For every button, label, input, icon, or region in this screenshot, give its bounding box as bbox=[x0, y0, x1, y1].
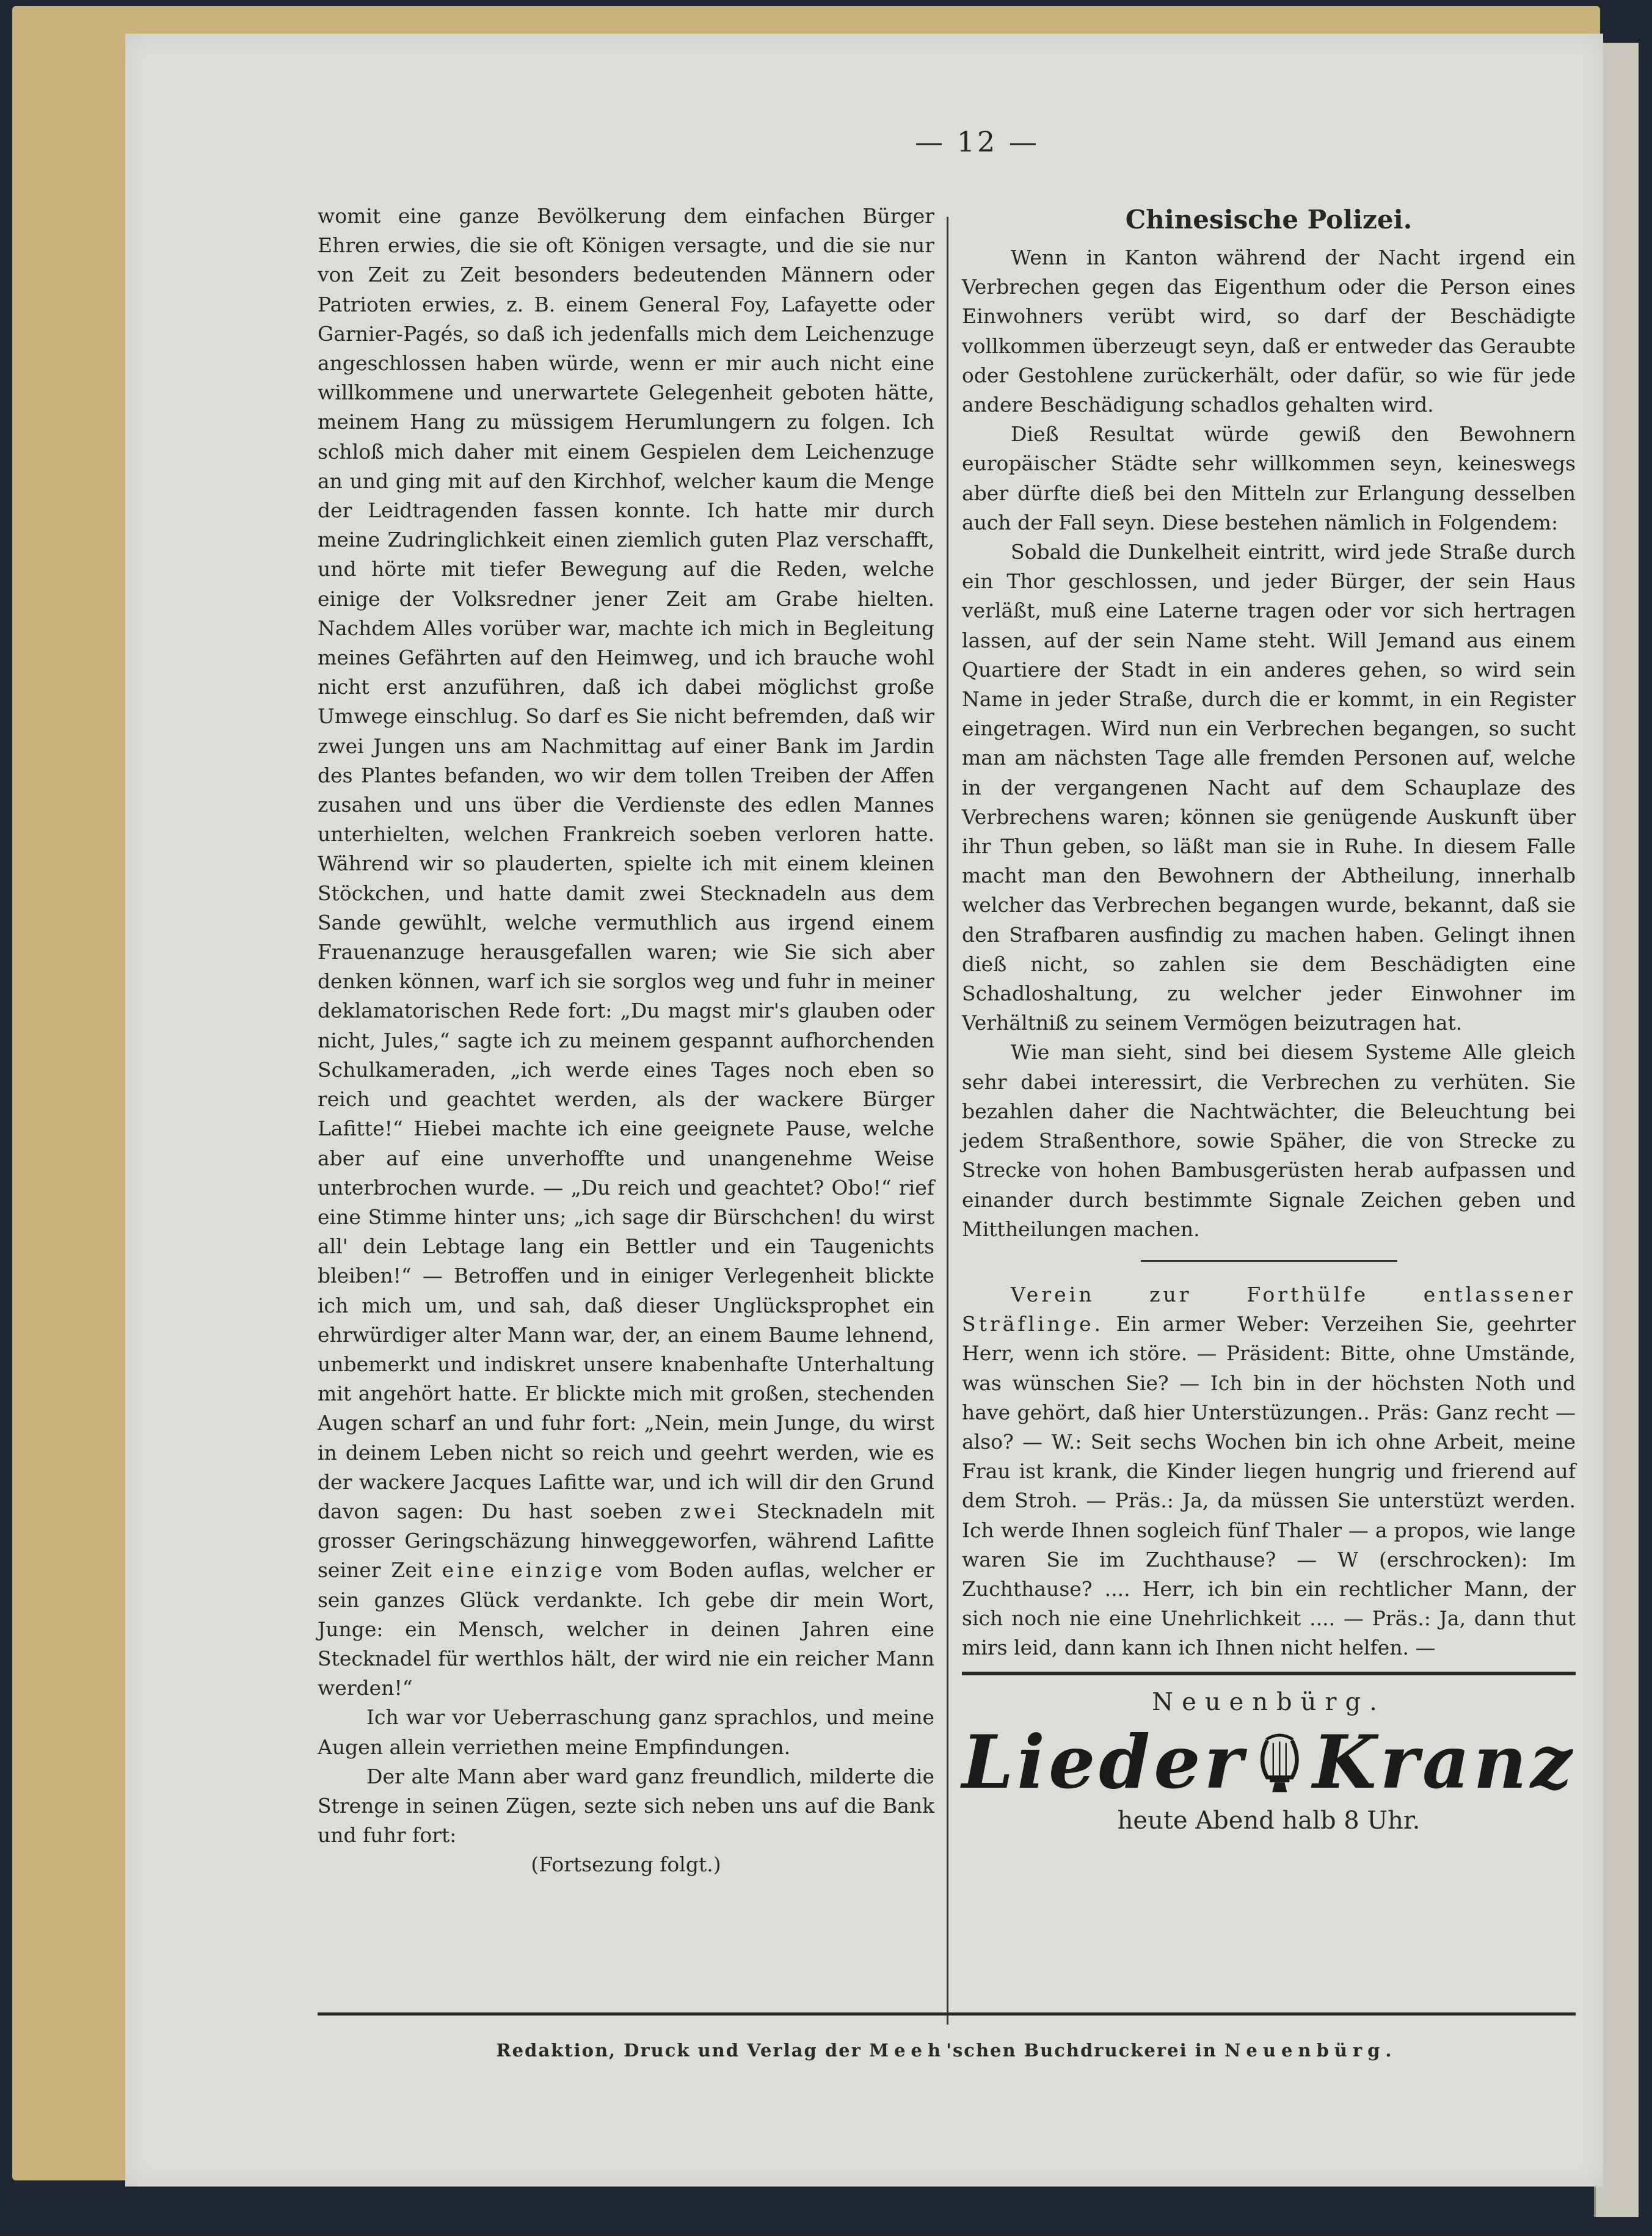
left-column bbox=[318, 202, 934, 1880]
continuation-note: (Fortsezung folgt.) bbox=[531, 1852, 721, 1877]
newspaper-page bbox=[125, 34, 1603, 2187]
left-paragraph-3: Der alte Mann aber ward ganz freundlich, milderte die Strenge in seinen Zügen, sezte sich neben uns auf die Bank und fuhr fort: bbox=[318, 1764, 934, 1848]
right-paragraph-3: Sobald die Dunkelheit eintritt, wird jede Straße durch ein Thor geschlossen, und jeder Bürger, der sein Haus verläßt, muß eine Laterne tragen oder vor sich hertragen lassen, auf der sein Name steht. Will Jemand aus einem Quartiere der Stadt in ein anderes gehen, so wird sein Name in jeder Straße, durch die er kommt, in ein Register eingetragen. Wird nun ein Verbrechen begangen, so sucht man am nächsten Tage alle fremden Personen auf, welche in der vergangenen Nacht auf dem Schauplaze des Verbrechens waren; können sie genügende Auskunft über ihr Thun geben, so läßt man sie in Ruhe. In diesem Falle macht man den Bewohnern der Abtheilung, innerhalb welcher das Verbrechen begangen wurde, bekannt, daß sie den Strafbaren ausfindig zu machen haben. Gelingt ihnen dieß nicht, so zahlen sie dem Beschädigten eine Schadloshaltung, zu welcher jeder Einwohner im Verhältniß zu seinem Vermögen beizutragen hat. bbox=[962, 540, 1576, 1035]
ad-place: Neuenbürg. bbox=[1152, 1688, 1386, 1716]
emphasis-spaced: zwei bbox=[680, 1499, 739, 1523]
right-paragraph-4: Wie man sieht, sind bei diesem Systeme Alle gleich sehr dabei interessirt, die Verbrechen zu verhüten. Sie bezahlen daher die Nachtwächter, die Beleuchtung bei jedem Straßenthore, sowie Späher, die von Strecke zu Strecke von hohen Bambusgerüsten herab aufpassen und einander durch bestimmte Signale Zeichen geben und Mittheilungen machen. bbox=[962, 1040, 1576, 1241]
right-column bbox=[962, 202, 1576, 1835]
emphasis-spaced: eine einzige bbox=[442, 1558, 606, 1582]
ad-time: heute Abend halb 8 Uhr. bbox=[1117, 1806, 1421, 1835]
imprint: Redaktion, Druck und Verlag der Meeh'schen Buchdruckerei in Neuenbürg. bbox=[496, 2040, 1397, 2061]
lyre-icon bbox=[1253, 1723, 1307, 1802]
ad-title-right: Kranz bbox=[1312, 1719, 1576, 1805]
left-paragraph-1: womit eine ganze Bevölkerung dem einfachen Bürger Ehren erwies, die sie oft Königen versagte, und die sie nur von Zeit zu Zeit besonders bedeutenden Männern oder Patrioten erwies, z. B. einem General Foy, Lafayette oder Garnier-Pagés, so daß ich jedenfalls mich dem Leichenzuge angeschlossen haben würde, wenn er mir auch nicht eine willkommene und unerwartete Gelegenheit geboten hätte, meinem Hang zu müssigem Herumlungern zu folgen. Ich schloß mich daher mit einem Gespielen dem Leichenzuge an und ging mit auf den Kirchhof, welcher kaum die Menge der Leidtragenden fassen konnte. Ich hatte mir durch meine Zudringlichkeit einen ziemlich guten Plaz verschafft, und hörte mit tiefer Bewegung auf die Reden, welche einige der Volksredner jener Zeit am Grabe hielten. Nachdem Alles vorüber war, machte ich mich in Begleitung meines Gefährten auf den Heimweg, und ich brauche wohl nicht erst anzuführen, daß ich dabei möglichst große Umwege einschlug. So darf es Sie nicht befremden, daß wir zwei Jungen uns am Nachmittag auf einer Bank im Jardin des Plantes befanden, wo wir dem tollen Treiben der Affen zusahen und uns über die Verdienste des edlen Mannes unterhielten, welchen Frankreich soeben verloren hatte. Während wir so plauderten, spielte ich mit einem kleinen Stöckchen, und hatte damit zwei Stecknadeln aus dem Sande gewühlt, welche vermuthlich aus irgend einem Frauenanzuge herausgefallen waren; wie Sie sich aber denken können, warf ich sie sorglos weg und fuhr in meiner deklamatorischen Rede fort: „Du magst mir's glauben oder nicht, Jules,“ sagte ich zu meinem gespannt aufhorchenden Schulkameraden, „ich werde eines Tages noch eben so reich und geachtet werden, als der wackere Bürger Lafitte!“ Hiebei machte ich eine geeignete Pause, welche aber auf eine unverhoffte und unangenehme Weise unterbrochen wurde. — „Du reich und geachtet? Obo!“ rief eine Stimme hinter uns; „ich sage dir Bürschchen! du wirst all' dein Lebtage lang ein Bettler und ein Taugenichts bleiben!“ — Betroffen und in einiger Verlegenheit blickte ich mich um, und sah, daß dieser Unglücksprophet ein ehrwürdiger alter Mann war, der, an einem Baume lehnend, unbemerkt und indiskret unsere knabenhafte Unterhaltung mit angehört hatte. Er blickte mich mit großen, stechenden Augen scharf an und fuhr fort: „Nein, mein Junge, du wirst in deinem Leben nicht so reich und geehrt werden, wie es der wackere Jacques Lafitte war, und ich will dir den Grund davon sagen: Du hast soeben zwei Stecknadeln mit grosser Geringschäzung hinweggeworfen, während Lafitte seiner Zeit eine einzige vom Boden auflas, welcher er sein ganzes Glück verdankte. Ich gebe dir mein Wort, Junge: ein Mensch, welcher in deinen Jahren eine Stecknadel für werthlos hält, der wird nie ein reicher Mann werden!“ bbox=[318, 204, 935, 1700]
ad-title bbox=[962, 1719, 1576, 1805]
right-paragraph-2: Dieß Resultat würde gewiß den Bewohnern europäischer Städte sehr willkommen seyn, keineswegs aber dürfte dieß bei den Mitteln zur Erlangung desselben auch der Fall seyn. Diese bestehen nämlich in Folgendem: bbox=[962, 422, 1576, 534]
section-divider bbox=[1141, 1260, 1397, 1262]
column-divider bbox=[947, 217, 948, 2025]
ad-title-left: Lieder bbox=[962, 1719, 1246, 1805]
anecdote-paragraph: Verein zur Forthülfe entlassener Sträflinge. Ein armer Weber: Verzeihen Sie, geehrter Herr, wenn ich störe. — Präsident: Bitte, ohne Umstände, was wünschen Sie? — Ich bin in der höchsten Noth und have gehört, daß hier Unterstüzungen.. Präs: Ganz recht — also? — W.: Seit sechs Wochen bin ich ohne Arbeit, meine Frau ist krank, die Kinder liegen hungrig und frierend auf dem Stroh. — Präs.: Ja, da müssen Sie unterstüzt werden. Ich werde Ihnen sogleich fünf Thaler — a propos, wie lange waren Sie im Zuchthause? — W (erschrocken): Im Zuchthause? .... Herr, ich bin ein rechtlicher Mann, der sich noch nie eine Unehrlichkeit .... — Präs.: Ja, dann thut mirs leid, dann kann ich Ihnen nicht helfen. — bbox=[962, 1282, 1576, 1660]
imprint-town: Neuenbürg. bbox=[1224, 2040, 1397, 2061]
advertisement-divider bbox=[962, 1672, 1576, 1675]
anecdote-heading: Verein zur Forthülfe entlassener Sträflinge. bbox=[962, 1282, 1576, 1336]
article-title: Chinesische Polizei. bbox=[1125, 205, 1413, 235]
publisher-name: Meeh bbox=[869, 2040, 947, 2061]
left-paragraph-2: Ich war vor Ueberraschung ganz sprachlos, und meine Augen allein verriethen meine Empfindungen. bbox=[318, 1705, 934, 1759]
advertisement bbox=[962, 1688, 1576, 1835]
footer-rule bbox=[318, 2012, 1576, 2016]
right-paragraph-1: Wenn in Kanton während der Nacht irgend ein Verbrechen gegen das Eigenthum oder die Person eines Einwohners verübt wird, so darf der Beschädigte vollkommen überzeugt seyn, daß er entweder das Geraubte oder Gestohlene zurückerhält, oder dafür, so wie für jede andere Beschädigung schadlos gehalten wird. bbox=[962, 246, 1576, 417]
page-number: — 12 — bbox=[915, 125, 1039, 158]
